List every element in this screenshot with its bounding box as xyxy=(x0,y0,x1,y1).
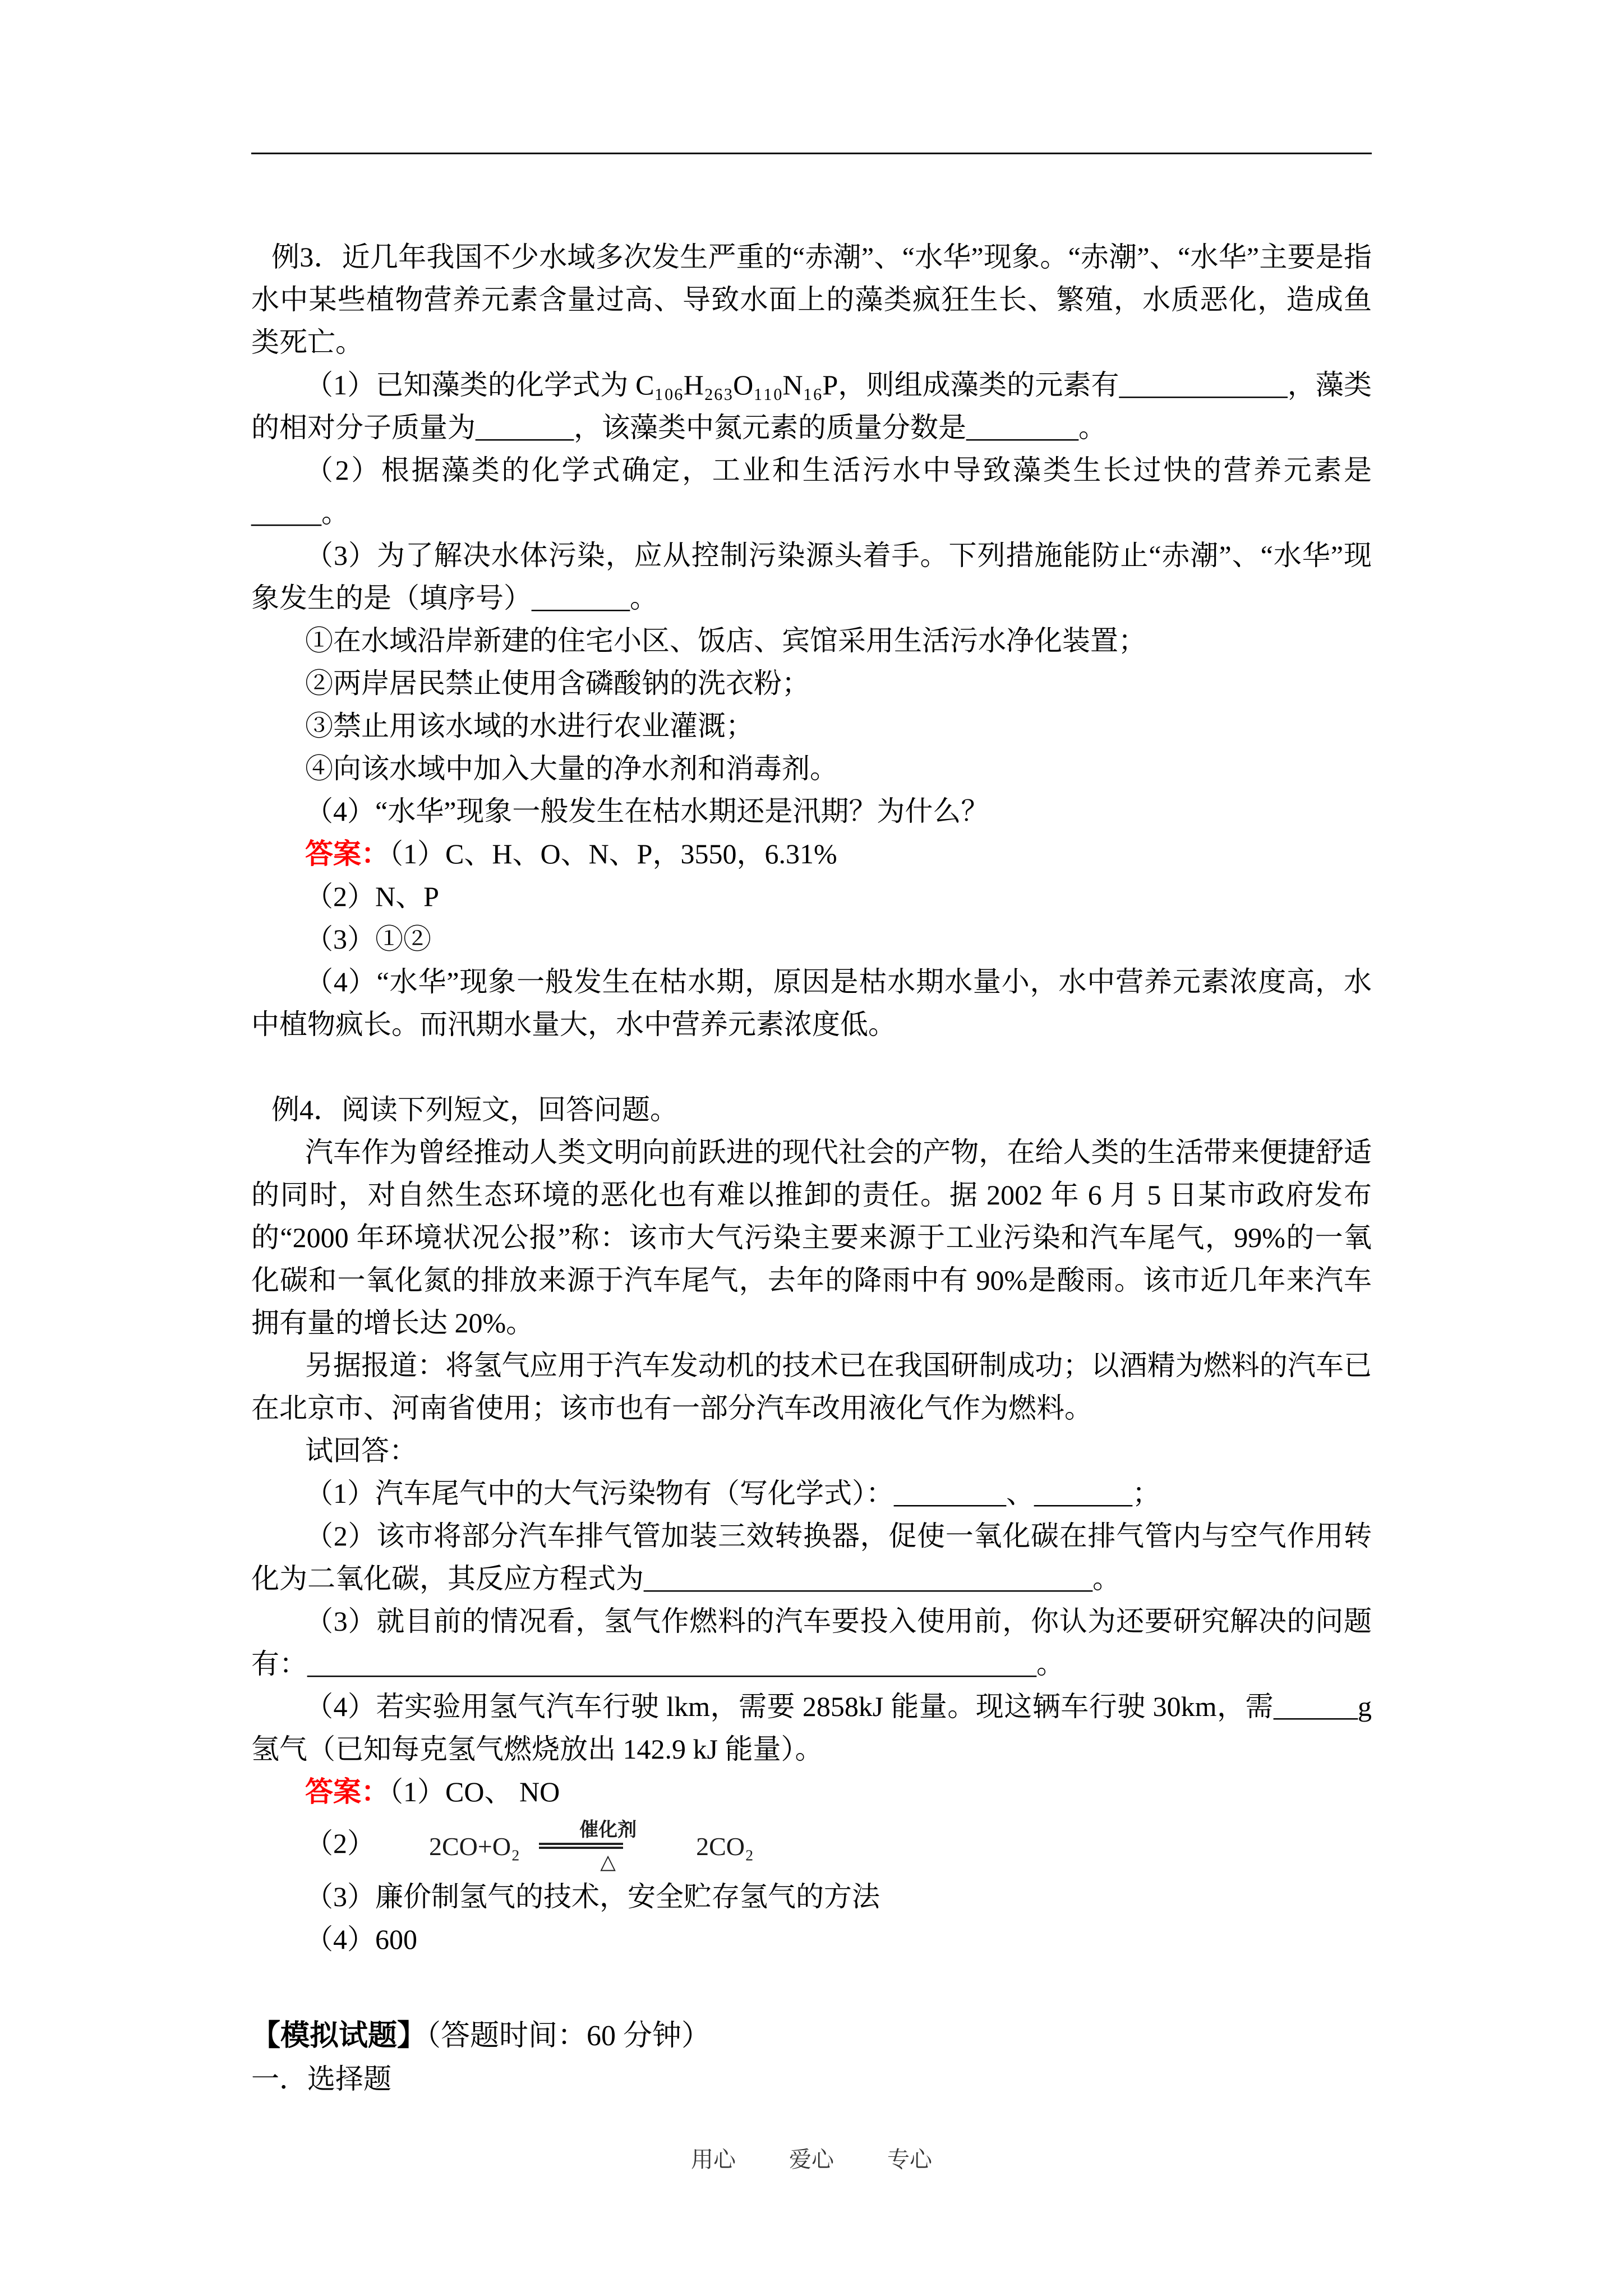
ex4-question-1: （1）汽车尾气中的大气污染物有（写化学式）：________、_______； xyxy=(305,1478,1160,1509)
equation-left-side: 2CO+O₂ xyxy=(429,1832,520,1861)
footer-word-1: 用心 xyxy=(691,2147,736,2172)
section-1-heading: 一．选择题 xyxy=(251,2063,391,2095)
ex4-question-2: （2）该市将部分汽车排气管加装三效转换器，促使一氧化碳在排气管内与空气作用转化为二氧化碳，其反应方程式为________________________________。 xyxy=(251,1520,1372,1594)
ex3-intro-paragraph: 例3．近几年我国不少水域多次发生严重的“赤潮”、“水华”现象。“赤潮”、“水华”主要是指水中某些植物营养元素含量过高、导致水面上的藻类疯狂生长、繁殖，水质恶化，造成鱼类死亡。 xyxy=(251,241,1372,358)
mock-test-heading-bold: 【模拟试题】 xyxy=(251,2019,427,2052)
mock-test-heading-rest: （答题时间：60 分钟） xyxy=(426,2020,711,2052)
equation-heat-symbol: △ xyxy=(600,1851,616,1873)
answer-label: 答案： xyxy=(305,1776,389,1807)
footer-word-2: 爱心 xyxy=(789,2147,834,2172)
equation-right-side: 2CO₂ xyxy=(696,1832,754,1861)
ex3-option-1: ①在水域沿岸新建的住宅小区、饭店、宾馆采用生活污水净化装置； xyxy=(305,625,1146,656)
page-footer xyxy=(0,2138,1623,2181)
ex4-paragraph-2: 另据报道：将氢气应用于汽车发动机的技术已在我国研制成功；以酒精为燃料的汽车已在北京市、河南省使用；该市也有一部分汽车改用液化气作为燃料。 xyxy=(251,1350,1372,1424)
ex4-prompt: 试回答： xyxy=(305,1435,417,1466)
equation-double-line xyxy=(539,1843,623,1849)
ex3-option-3: ③禁止用该水域的水进行农业灌溉； xyxy=(305,710,754,742)
ex4-answer-2 xyxy=(251,1821,1372,1872)
ex3-option-4: ④向该水域中加入大量的净水剂和消毒剂。 xyxy=(305,753,838,784)
ex3-question-1: （1）已知藻类的化学式为 C₁₀₆H₂₆₃O₁₁₀N₁₆P，则组成藻类的元素有____________，藻类的相对分子质量为_______，该藻类中氮元素的质量分数是________。 xyxy=(251,369,1372,443)
ex4-answer-3: （3）廉价制氢气的技术，安全贮存氢气的方法 xyxy=(305,1881,880,1912)
ex4-answer-4: （4）600 xyxy=(305,1924,417,1955)
ex4-question-3: （3）就目前的情况看，氢气作燃料的汽车要投入使用前，你认为还要研究解决的问题有：____________________________________________________。 xyxy=(251,1605,1372,1680)
ex3-question-4: （4）“水华”现象一般发生在枯水期还是汛期？为什么？ xyxy=(305,795,989,827)
header-rule xyxy=(251,153,1372,154)
ex3-answer-1-text: （1）C、H、O、N、P，3550，6.31% xyxy=(389,838,837,869)
ex3-question-2: （2）根据藻类的化学式确定，工业和生活污水中导致藻类生长过快的营养元素是_____。 xyxy=(251,454,1372,528)
ex3-question-3: （3）为了解决水体污染，应从控制污染源头着手。下列措施能防止“赤潮”、“水华”现象发生的是（填序号）_______。 xyxy=(251,540,1372,614)
ex4-paragraph-1: 汽车作为曾经推动人类文明向前跃进的现代社会的产物，在给人类的生活带来便捷舒适的同时，对自然生态环境的恶化也有难以推卸的责任。据 2002 年 6 月 5 日某市政府发布的“2000 年环境状况公报”称：该市大气污染主要来源于工业污染和汽车尾气，99%的一氧化碳和一氧化氮的排放来源于汽车尾气，去年的降雨中有 90%是酸雨。该市近几年来汽车拥有量的增长达 20%。 xyxy=(251,1137,1372,1338)
mock-test-heading xyxy=(251,2014,1372,2058)
ex4-question-4: （4）若实验用氢气汽车行驶 lkm，需要 2858kJ 能量。现这辆车行驶 30km，需______g 氢气（已知每克氢气燃烧放出 142.9 kJ 能量）。 xyxy=(251,1691,1372,1765)
equation-condition xyxy=(525,1821,637,1872)
ex3-answer-3: （3）①② xyxy=(305,923,431,955)
ex4-answer-1-text: （1）CO、 NO xyxy=(389,1776,560,1807)
ex4-answer-1 xyxy=(251,1770,1372,1813)
answer-label: 答案： xyxy=(305,838,389,869)
chemical-equation xyxy=(375,1821,754,1872)
ex3-answer-2: （2）N、P xyxy=(305,881,439,912)
ex3-answer-4: （4）“水华”现象一般发生在枯水期，原因是枯水期水量小，水中营养元素浓度高，水中植物疯长。而汛期水量大，水中营养元素浓度低。 xyxy=(251,966,1372,1040)
ex3-answer-1 xyxy=(251,832,1372,875)
document-body xyxy=(251,236,1372,2100)
footer-word-3: 专心 xyxy=(887,2147,932,2172)
equation-catalyst-label: 催化剂 xyxy=(579,1820,637,1841)
ex4-title: 例4．阅读下列短文，回答问题。 xyxy=(271,1094,678,1125)
ex3-option-2: ②两岸居民禁止使用含磷酸钠的洗衣粉； xyxy=(305,668,810,699)
ex4-answer-2-prefix: （2） xyxy=(305,1827,375,1859)
